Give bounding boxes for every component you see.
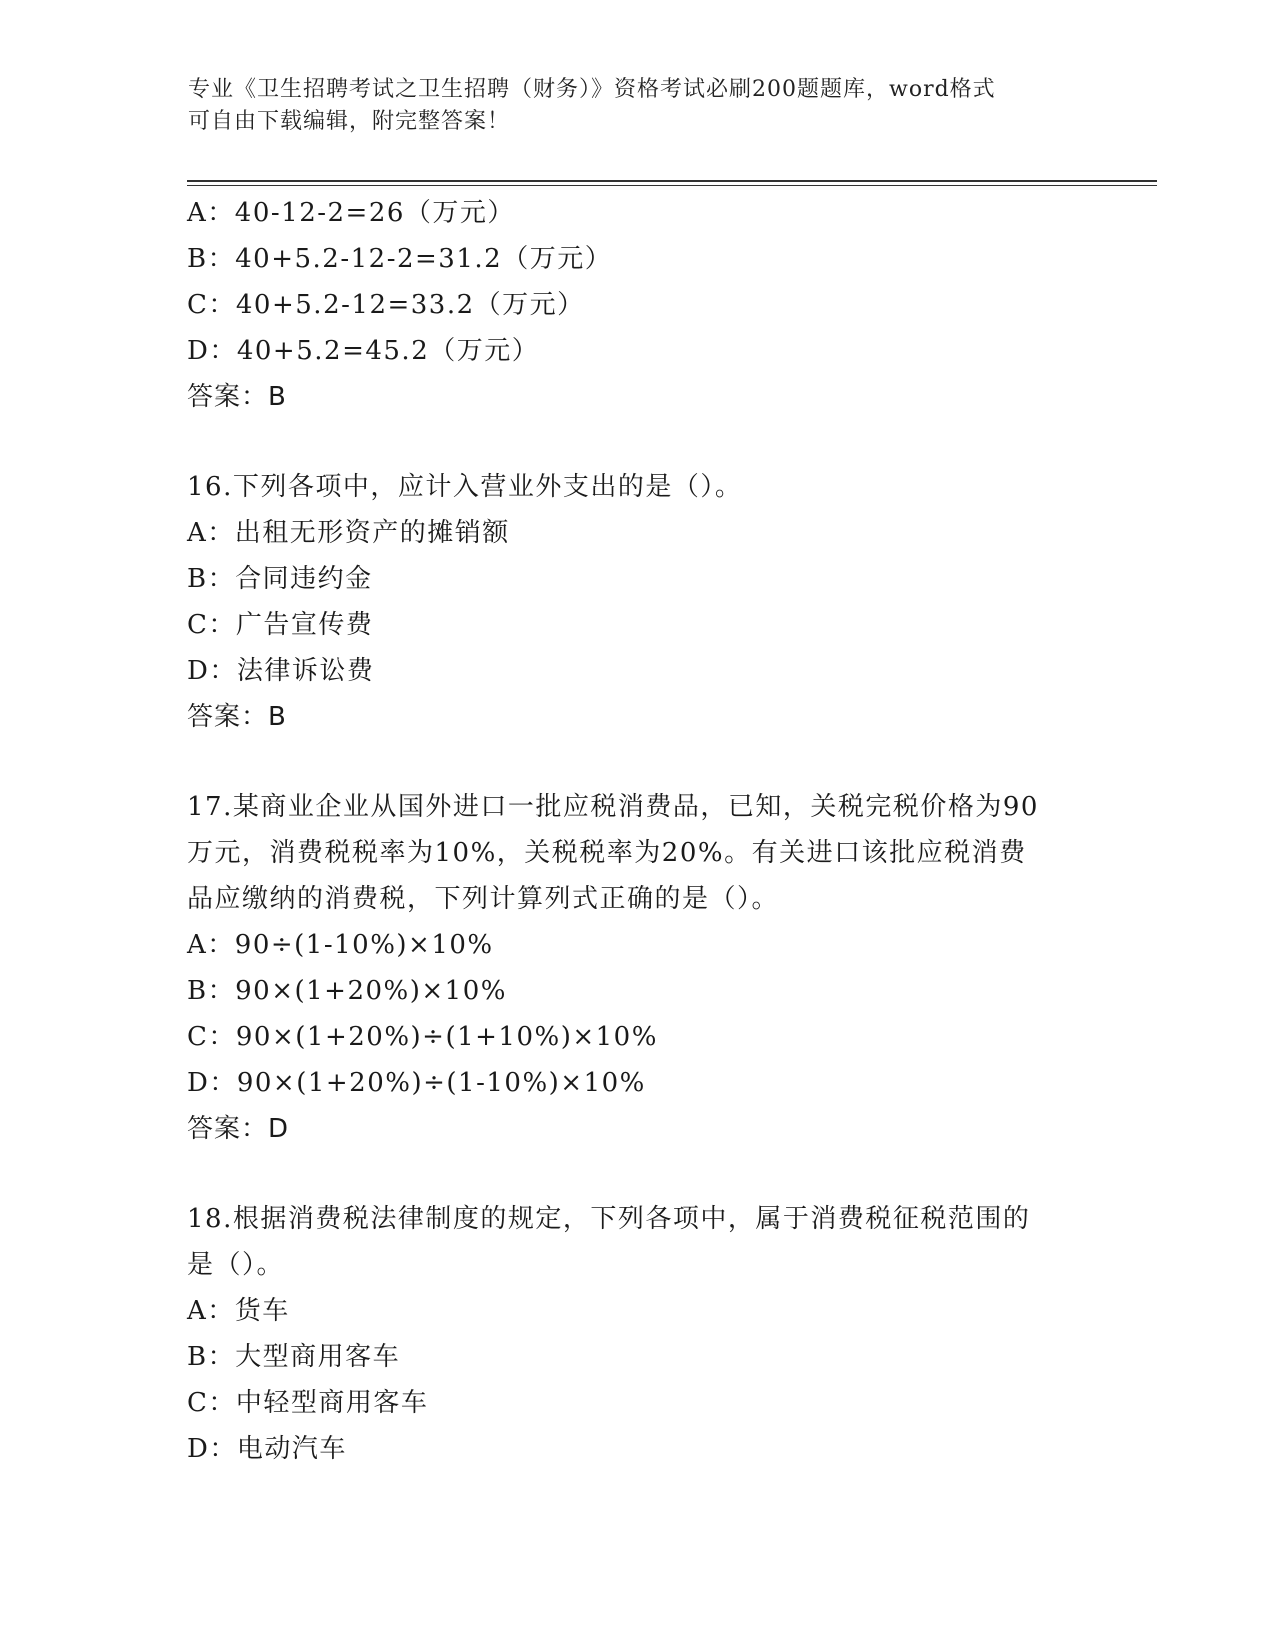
header-rule-thick (187, 180, 1157, 182)
option-a: A：货车 (187, 1296, 290, 1326)
answer: 答案：B (187, 382, 287, 412)
option-a: A：40-12-2=26（万元） (187, 198, 515, 228)
option-b: B：大型商用客车 (187, 1342, 401, 1372)
question-text-line-3: 品应缴纳的消费税，下列计算列式正确的是（）。 (187, 884, 780, 914)
header-line-1: 专业《卫生招聘考试之卫生招聘（财务）》资格考试必刷200题题库，word格式 (188, 77, 996, 102)
option-d: D：40+5.2=45.2（万元） (187, 336, 540, 366)
question-16 (187, 464, 1087, 740)
header-rule-thin (187, 185, 1157, 186)
option-d: D：90×(1+20%)÷(1-10%)×10% (187, 1068, 646, 1098)
question-text-line-1: 17.某商业企业从国外进口一批应税消费品，已知，关税完税价格为90 (187, 792, 1039, 822)
answer: 答案：D (187, 1114, 290, 1144)
spacer (187, 740, 1087, 784)
option-c: C：40+5.2-12=33.2（万元） (187, 290, 585, 320)
document-header (188, 74, 1088, 138)
option-a: A：出租无形资产的摊销额 (187, 518, 510, 548)
question-18 (187, 1196, 1087, 1472)
spacer (187, 420, 1087, 464)
option-c: C：广告宣传费 (187, 610, 374, 640)
question-text-line-2: 万元，消费税税率为10%，关税税率为20%。有关进口该批应税消费 (187, 838, 1027, 868)
option-b: B：40+5.2-12-2=31.2（万元） (187, 244, 613, 274)
question-text-line-2: 是（）。 (187, 1250, 285, 1280)
question-15 (187, 190, 1087, 420)
option-d: D：电动汽车 (187, 1434, 347, 1464)
question-text-line-1: 18.根据消费税法律制度的规定，下列各项中，属于消费税征税范围的 (187, 1204, 1031, 1234)
question-content (187, 190, 1087, 1472)
header-line-2: 可自由下载编辑，附完整答案！ (188, 109, 511, 134)
option-a: A：90÷(1-10%)×10% (187, 930, 494, 960)
option-c: C：中轻型商用客车 (187, 1388, 429, 1418)
option-b: B：90×(1+20%)×10% (187, 976, 507, 1006)
option-d: D：法律诉讼费 (187, 656, 375, 686)
question-17 (187, 784, 1087, 1152)
question-text: 16.下列各项中，应计入营业外支出的是（）。 (187, 472, 743, 502)
spacer (187, 1152, 1087, 1196)
option-b: B：合同违约金 (187, 564, 373, 594)
answer: 答案：B (187, 702, 287, 732)
option-c: C：90×(1+20%)÷(1+10%)×10% (187, 1022, 658, 1052)
